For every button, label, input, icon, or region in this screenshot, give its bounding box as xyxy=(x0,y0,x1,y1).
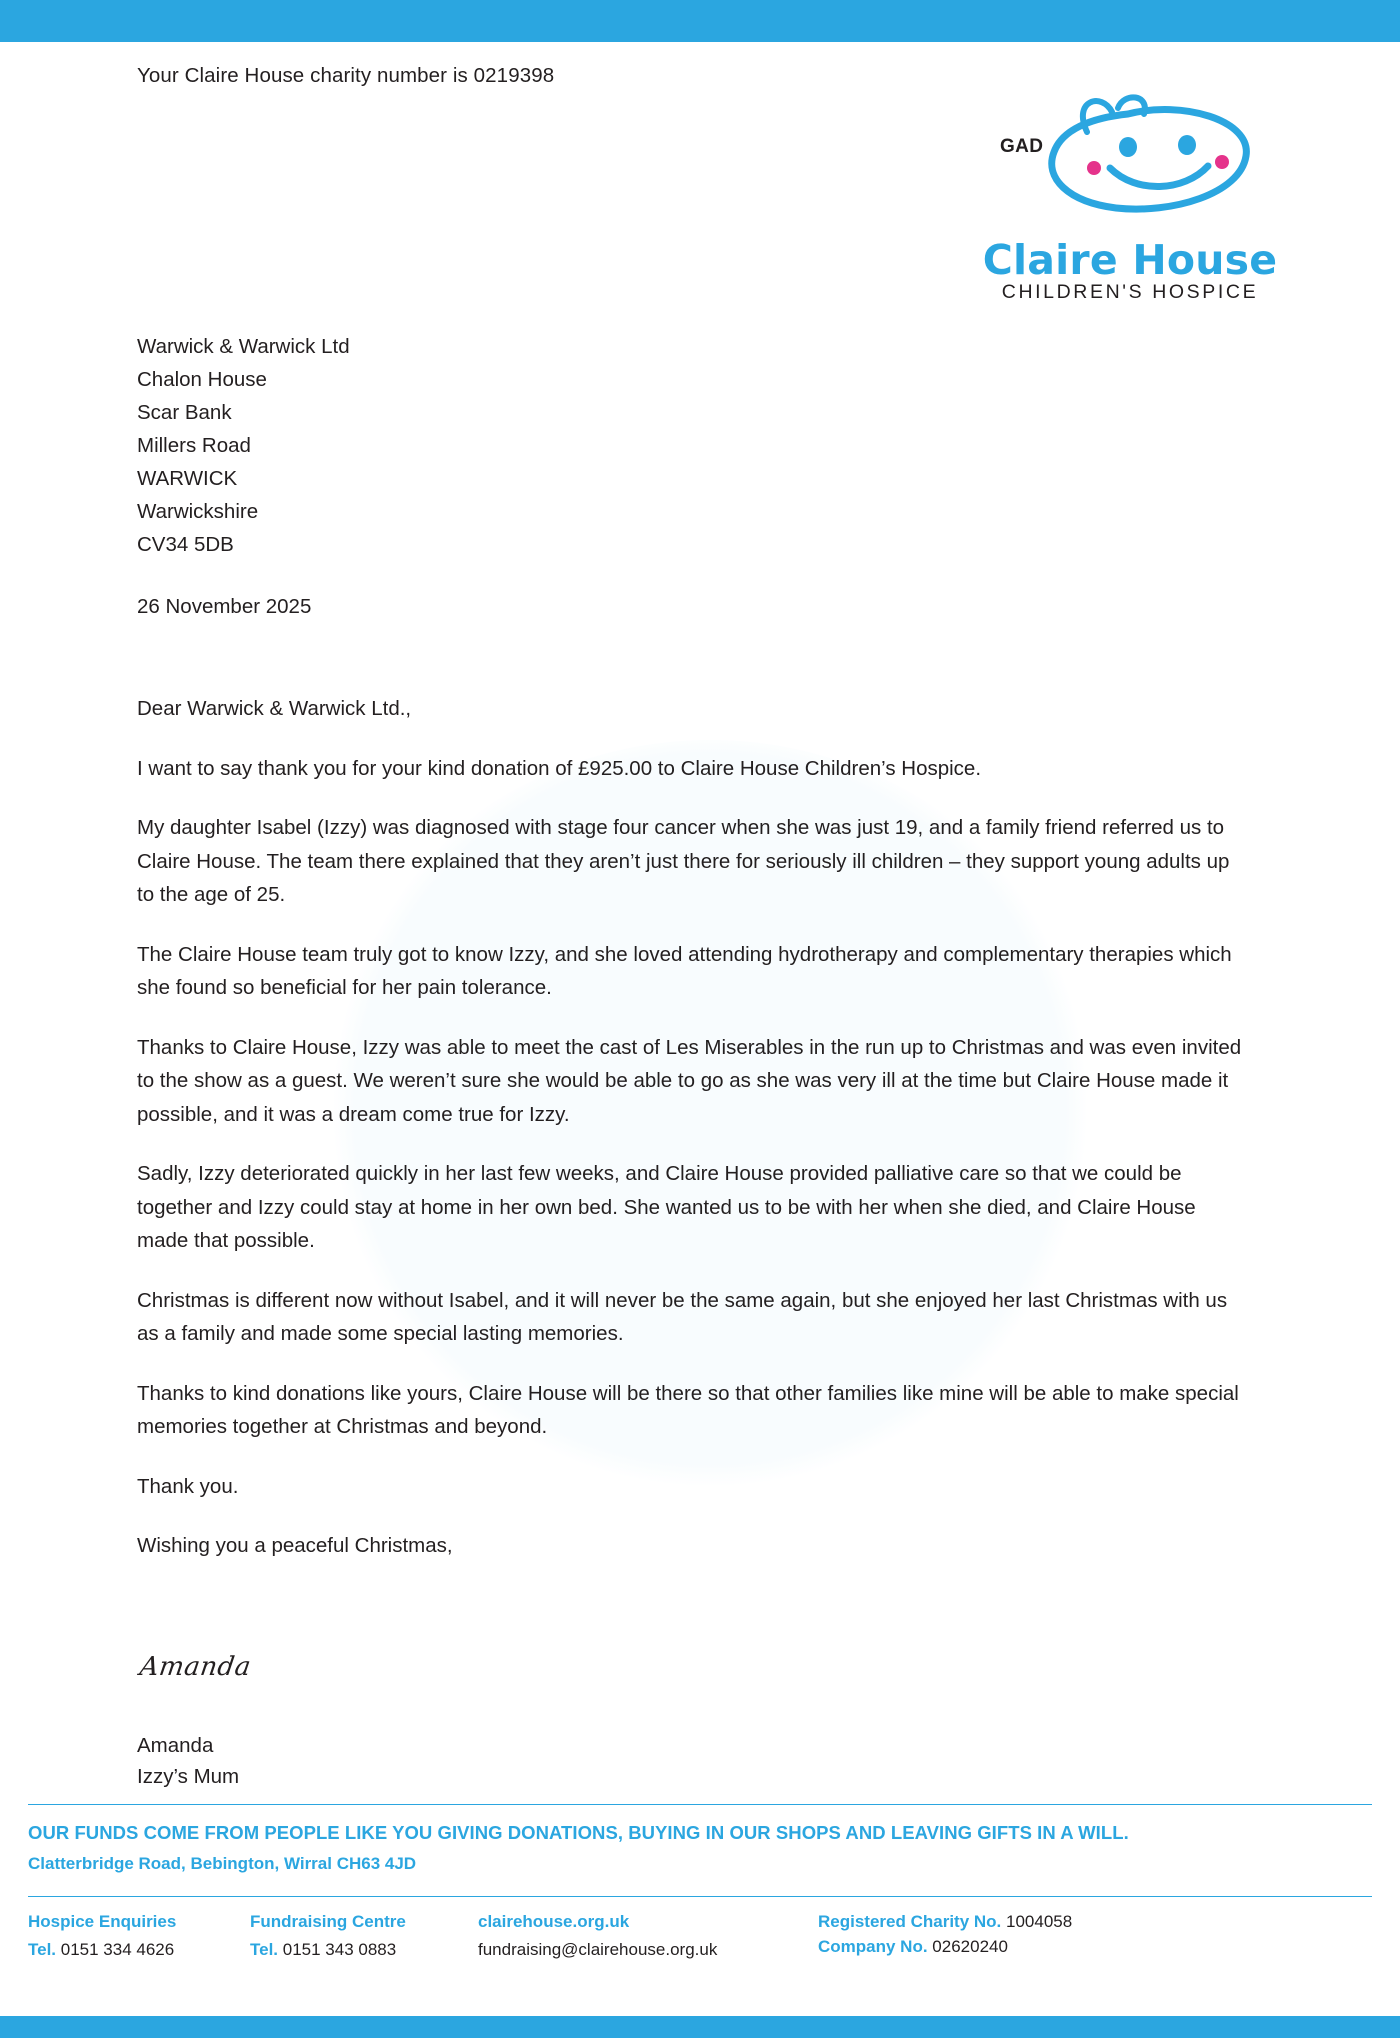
recipient-address xyxy=(137,330,350,561)
footer-tel-label: Tel. xyxy=(250,1940,279,1959)
address-line: Warwick & Warwick Ltd xyxy=(137,335,350,358)
footer-tel-label: Tel. xyxy=(28,1940,57,1959)
footer-phone-line xyxy=(250,1940,406,1960)
footer-website-link[interactable]: clairehouse.org.uk xyxy=(478,1912,630,1931)
footer-registration-details xyxy=(818,1912,1072,1962)
letter-paragraph: Thanks to kind donations like yours, Claire House will be there so that other families like mine will be able to make special memories together at Christmas and beyond. xyxy=(137,1381,1239,1438)
address-line: Scar Bank xyxy=(137,401,232,424)
footer-charity-label: Registered Charity No. xyxy=(818,1912,1002,1931)
footer-tel-value: 0151 334 4626 xyxy=(60,1940,175,1959)
letter-page xyxy=(0,42,1400,2016)
footer-address: Clatterbridge Road, Bebington, Wirral CH63 4JD xyxy=(28,1854,417,1873)
letter-paragraph: Sadly, Izzy deteriorated quickly in her last few weeks, and Claire House provided palliative care so that we could be together and Izzy could stay at home in her own bed. She wanted us to be with her when she died, and Claire House made that possible. xyxy=(137,1162,1196,1252)
footer-phone-line xyxy=(28,1940,176,1960)
charity-number-line: Your Claire House charity number is 0219398 xyxy=(137,64,555,87)
letter-salutation: Dear Warwick & Warwick Ltd., xyxy=(137,697,412,720)
logo-wordmark: Claire House xyxy=(982,236,1278,284)
footer-headline: OUR FUNDS COME FROM PEOPLE LIKE YOU GIVING DONATIONS, BUYING IN OUR SHOPS AND LEAVING GIFTS IN A WILL. xyxy=(28,1822,1129,1843)
letter-closing: Wishing you a peaceful Christmas, xyxy=(137,1534,453,1557)
page-footer xyxy=(0,1804,1400,1994)
address-line: Chalon House xyxy=(137,368,267,391)
address-line: WARWICK xyxy=(137,467,238,490)
bottom-brand-bar xyxy=(0,2016,1400,2038)
signoff-role: Izzy’s Mum xyxy=(137,1765,240,1788)
signoff-block xyxy=(137,1730,239,1792)
top-brand-bar xyxy=(0,0,1400,42)
signoff-name: Amanda xyxy=(137,1734,214,1757)
footer-divider-top xyxy=(28,1804,1372,1805)
footer-fundraising-centre xyxy=(250,1912,406,1965)
claire-house-logo xyxy=(980,66,1280,321)
address-line: Warwickshire xyxy=(137,500,259,523)
footer-tel-value: 0151 343 0883 xyxy=(282,1940,397,1959)
letter-thank-you: Thank you. xyxy=(137,1474,239,1498)
letter-paragraph: I want to say thank you for your kind donation of £925.00 to Claire House Children’s Hospice. xyxy=(137,756,982,780)
footer-divider-bottom xyxy=(28,1896,1372,1897)
footer-col-heading: Hospice Enquiries xyxy=(28,1912,177,1931)
footer-company-label: Company No. xyxy=(818,1937,928,1956)
footer-email-value: fundraising@clairehouse.org.uk xyxy=(478,1940,718,1959)
footer-email-link[interactable] xyxy=(478,1940,717,1960)
letter-paragraph: The Claire House team truly got to know Izzy, and she loved attending hydrotherapy and complementary therapies which she found so beneficial for her pain tolerance. xyxy=(137,942,1232,999)
letter-paragraph: Thanks to Claire House, Izzy was able to meet the cast of Les Miserables in the run up to Christmas and was even invited to the show as a guest. We weren’t sure she would be able to go as she was very ill at the time but Claire House made it possible, and it was a dream come true for Izzy. xyxy=(137,1035,1242,1126)
footer-company-value: 02620240 xyxy=(932,1937,1008,1956)
handwritten-signature: Amanda xyxy=(137,1652,253,1682)
footer-contact-online xyxy=(478,1912,717,1965)
logo-subtitle: CHILDREN'S HOSPICE xyxy=(1001,281,1259,303)
letter-paragraph: Christmas is different now without Isabel, and it will never be the same again, but she enjoyed her last Christmas with us as a family and made some special lasting memories. xyxy=(137,1288,1228,1345)
letter-date: 26 November 2025 xyxy=(137,595,312,618)
footer-charity-value: 1004058 xyxy=(1006,1912,1073,1931)
letter-paragraph: My daughter Isabel (Izzy) was diagnosed with stage four cancer when she was just 19, and a family friend referred us to Claire House. The team there explained that they aren’t just there for seriously ill children – they support young adults up to the age of 25. xyxy=(137,816,1230,906)
footer-col-heading: Fundraising Centre xyxy=(250,1912,406,1931)
footer-company-number-line xyxy=(818,1937,1072,1957)
footer-hospice-enquiries xyxy=(28,1912,176,1965)
address-line: CV34 5DB xyxy=(137,533,234,556)
smiley-face-icon xyxy=(1032,90,1262,225)
footer-charity-number-line xyxy=(818,1912,1072,1932)
address-line: Millers Road xyxy=(137,434,251,457)
gad-label: GAD xyxy=(1000,136,1044,157)
letter-body xyxy=(137,692,1247,1589)
